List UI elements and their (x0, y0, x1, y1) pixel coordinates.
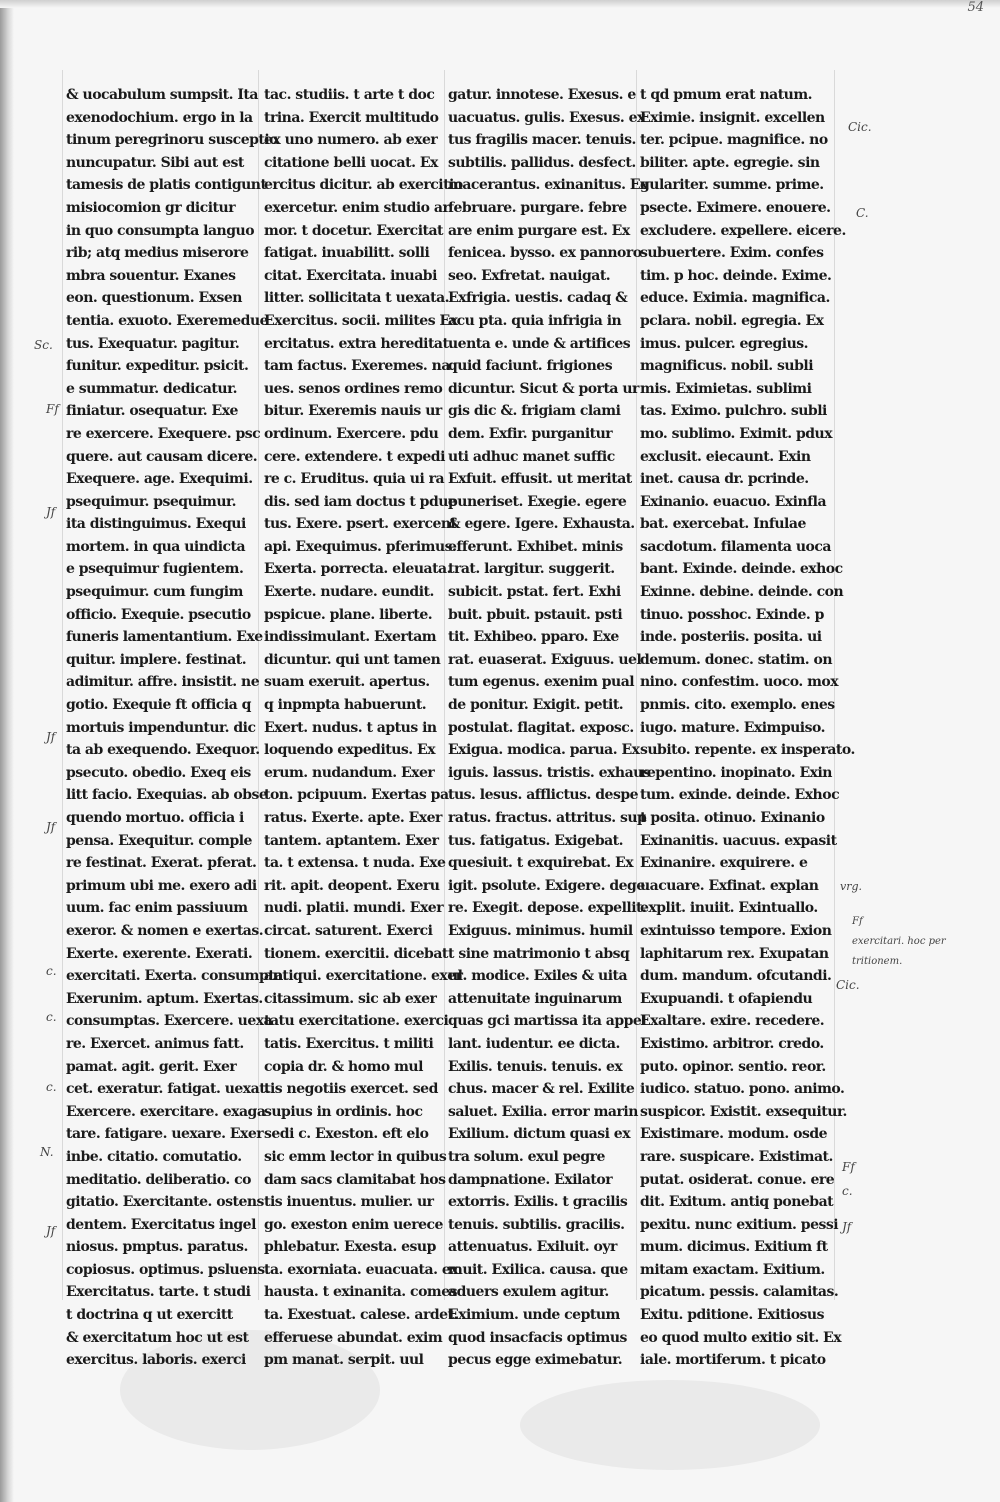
text-line: & uocabulum sumpsit. Ita (66, 87, 258, 103)
text-line: Exitu. pditione. Exitiosus (640, 1307, 824, 1324)
text-line: psequimur. cum fungim (66, 584, 243, 601)
text-line: ta. t extensa. t nuda. Exe (264, 855, 446, 872)
text-line: fatigat. inuabilitt. solli (264, 245, 430, 262)
text-line: tatu exercitatione. exerci (264, 1013, 449, 1030)
text-line: pnmis. cito. exemplo. enes (640, 697, 835, 714)
text-line: ta. exorniata. euacuata. ex (264, 1261, 459, 1278)
text-line: citassimum. sic ab exer (264, 990, 437, 1007)
text-line: uenta e. unde & artifices (448, 335, 631, 352)
text-line: Exerte. nudare. eundit. (264, 584, 434, 601)
text-line: gatur. innotese. Exesus. e (448, 87, 636, 103)
text-line: mor. t docetur. Exercitat (264, 222, 444, 239)
text-line: psecuto. obedio. Exeq eis (66, 764, 251, 781)
text-line: consumptas. Exercere. uexa (66, 1013, 273, 1030)
text-line: Exilis. tenuis. tenuis. ex (448, 1058, 623, 1075)
text-line: tus. Exequatur. pagitur. (66, 335, 240, 352)
text-column-1 (66, 84, 288, 1372)
text-line: efferuese abundat. exim (264, 1329, 443, 1346)
text-line: Exaltare. exire. recedere. (640, 1013, 825, 1030)
text-line: pm manat. serpit. uul (264, 1352, 424, 1369)
text-line: nino. confestim. uoco. mox (640, 674, 839, 691)
text-line: tas. Eximo. pulchro. subli (640, 403, 827, 420)
text-line: magnificus. nobil. subli (640, 358, 814, 375)
text-line: lant. iudentur. ee dicta. (448, 1035, 620, 1052)
text-line: Exequere. age. Exequimi. (66, 471, 253, 488)
text-line: mortuis impenduntur. dic (66, 719, 256, 736)
text-line: puneriset. Exegie. egere (448, 493, 627, 510)
text-line: demum. donec. statim. on (640, 651, 833, 668)
text-line: e psequimur fugientem. (66, 561, 244, 578)
margin-annotation-right: Ff (842, 1160, 855, 1174)
text-line: educe. Eximia. magnifica. (640, 290, 830, 307)
text-line: mo. sublimo. Eximit. pdux (640, 425, 833, 442)
text-line: uacuare. Exfinat. explan (640, 877, 819, 894)
text-line: iale. mortiferum. t picato (640, 1352, 826, 1369)
text-line: acu pta. quia infrigia in (448, 312, 622, 329)
text-line: ercitus dicitur. ab exercitio (264, 177, 463, 194)
text-line: copia dr. & homo mul (264, 1058, 423, 1075)
text-line: inde. posteriis. posita. ui (640, 629, 822, 646)
text-column-3 (448, 84, 651, 1372)
text-line: extorris. Exilis. t gracilis (448, 1194, 628, 1211)
text-line: rat. euaserat. Exiguus. uel (448, 651, 642, 668)
text-line: t doctrina q ut exercitt (66, 1307, 233, 1324)
margin-annotation-right: Cic. (836, 978, 860, 992)
text-line: re. Exegit. depose. expellit. (448, 900, 647, 917)
text-line: misiocomion gr dicitur (66, 199, 236, 216)
text-line: nudi. platii. mundi. Exer (264, 900, 444, 917)
text-line: iudico. statuo. pono. animo. (640, 1081, 845, 1098)
text-line: trat. largitur. suggerit. (448, 561, 615, 578)
text-line: dam sacs clamitabat hos (264, 1171, 446, 1188)
text-line: tionem. exercitii. dicebat (264, 945, 448, 962)
margin-annotation-left: Jf (46, 730, 56, 744)
text-line: mis. Eximietas. sublimi (640, 380, 812, 397)
text-line: antiqui. exercitatione. exer (264, 968, 463, 985)
text-line: muit. Exilica. causa. que (448, 1261, 628, 1278)
text-line: quid faciunt. frigiones (448, 358, 613, 375)
text-line: cere. extendere. t expedi (264, 448, 445, 465)
text-line: dicuntur. qui unt tamen (264, 651, 441, 668)
margin-annotation-left: Jf (46, 505, 56, 519)
page-top-edge (0, 0, 1000, 8)
text-line: suam exeruit. apertus. (264, 674, 430, 691)
text-line: dis. sed iam doctus t pdue (264, 493, 457, 510)
text-line: ratus. fractus. attritus. sup (448, 810, 647, 826)
text-line: nuncupatur. Sibi aut est (66, 154, 244, 171)
text-line: psequimur. psequimur. (66, 493, 237, 510)
text-line: pecus egge eximebatur. (448, 1352, 623, 1369)
text-line: ter. pcipue. magnifice. no (640, 132, 828, 149)
text-line: Exinanire. exquirere. e (640, 855, 808, 872)
text-line: Exupuandi. t ofapiendu (640, 990, 813, 1007)
text-line: quere. aut causam dicere. (66, 448, 258, 465)
text-line: tatis. Exercitus. t militi (264, 1035, 434, 1052)
margin-annotation-left: Jf (46, 820, 56, 834)
margin-annotation-right: c. (842, 1184, 853, 1198)
text-line: circat. saturent. Exerci (264, 922, 433, 939)
text-line: dicuntur. Sicut & porta ur (448, 380, 639, 397)
margin-annotation-right: Cic. (848, 120, 872, 134)
text-line: Eximium. unde ceptum (448, 1307, 620, 1324)
text-line: Exinanitis. uacuus. expasit (640, 832, 837, 849)
text-line: citat. Exercitata. inuabi (264, 267, 437, 284)
text-line: rit. apit. deopent. Exeru (264, 877, 440, 894)
text-line: tinum peregrinoru susceptio (66, 132, 279, 149)
text-line: primum ubi me. exero adi (66, 877, 257, 894)
text-line: exercetur. enim studio ar (264, 199, 450, 216)
text-line: aduers exulem agitur. (448, 1284, 609, 1301)
text-line: postulat. flagitat. exposc. (448, 719, 634, 736)
text-line: subtilis. pallidus. desfect. (448, 154, 636, 171)
text-line: gotio. Exequie ft officia q (66, 697, 251, 714)
margin-annotation-left: Sc. (34, 338, 53, 352)
text-line: ercitatus. extra hereditat. (264, 335, 453, 352)
text-line: re festinat. Exerat. pferat. (66, 855, 257, 872)
margin-gloss-line: exercitari. hoc per (852, 936, 946, 947)
text-line: repentino. inopinato. Exin (640, 764, 832, 781)
text-line: are enim purgare est. Ex (448, 222, 630, 239)
text-line: sic emm lector in quibus (264, 1148, 447, 1165)
text-line: dit. Exitum. antiq ponebat (640, 1194, 834, 1211)
text-line: quitur. implere. festinat. (66, 651, 247, 668)
text-line: pensa. Exequitur. comple (66, 832, 252, 849)
text-line: dem. Exfir. purganitur (448, 425, 613, 442)
text-line: dum. mandum. ofcutandi. (640, 968, 832, 985)
text-line: dampnatione. Exilator (448, 1171, 613, 1188)
margin-annotation-left: c. (46, 964, 57, 978)
text-line: ordinum. Exercere. pdu (264, 425, 439, 442)
text-line: ton. pcipuum. Exertas pa (264, 787, 449, 804)
text-line: quesiuit. t exquirebat. Ex (448, 855, 634, 872)
margin-annotation-left: Jf (46, 1224, 56, 1238)
text-line: tra solum. exul pegre (448, 1148, 605, 1165)
text-line: finiatur. osequatur. Exe (66, 403, 238, 420)
text-line: meditatio. deliberatio. co (66, 1171, 251, 1188)
text-line: mitam exactam. Exitium. (640, 1261, 825, 1278)
text-line: supius in ordinis. hoc (264, 1103, 423, 1120)
text-line: mbra souentur. Exanes (66, 267, 236, 284)
text-line: tum egenus. exenim pual (448, 674, 635, 691)
text-line: loquendo expeditus. Ex (264, 742, 436, 759)
text-line: uum. fac enim passiuum (66, 900, 248, 917)
text-line: bat. exercebat. Infulae (640, 516, 806, 533)
folio-number: 54 (967, 0, 984, 15)
text-line: t sine matrimonio t absq (448, 945, 630, 962)
text-line: ta. Exestuat. calese. ardet. (264, 1307, 458, 1324)
text-line: fenicea. bysso. ex pannoro (448, 245, 642, 262)
text-line: tinuo. posshoc. Exinde. p (640, 606, 824, 623)
margin-annotation-left: Ff (46, 402, 59, 416)
text-line: buit. pbuit. pstauit. psti (448, 606, 623, 623)
text-line: tit. Exhibeo. pparo. Exe (448, 629, 619, 646)
text-line: Exilium. dictum quasi ex (448, 1126, 631, 1143)
text-line: citatione belli uocat. Ex (264, 154, 438, 171)
text-line: tenuis. subtilis. gracilis. (448, 1216, 625, 1233)
text-line: funitur. expeditur. psicit. (66, 358, 249, 375)
text-line: uti adhuc manet suffic (448, 448, 615, 465)
text-line: inet. causa dr. pcrinde. (640, 471, 809, 488)
text-line: Exigua. modica. parua. Ex (448, 742, 640, 759)
text-line: subicit. pstat. fert. Exhi (448, 584, 621, 601)
text-line: tus. lesus. afflictus. despe (448, 787, 639, 804)
margin-annotation-left: c. (46, 1010, 57, 1024)
text-line: iugo. mature. Eximpuiso. (640, 719, 825, 736)
text-line: efferunt. Exhibet. minis (448, 538, 623, 555)
text-line: tim. p hoc. deinde. Exime. (640, 267, 832, 284)
text-line: saluet. Exilia. error marin (448, 1103, 638, 1120)
text-line: tentia. exuoto. Exeremedue (66, 312, 269, 329)
page-binding-edge (0, 0, 14, 1502)
text-line: ratus. Exerte. apte. Exer (264, 810, 442, 826)
text-column-2 (264, 84, 463, 1372)
text-line: exercitus. laboris. exerci (66, 1352, 246, 1369)
text-line: eo quod multo exitio sit. Ex (640, 1329, 842, 1346)
text-line: rare. suspicare. Existimat. (640, 1148, 833, 1165)
text-line: Exiguus. minimus. humil (448, 922, 633, 939)
text-line: uacuatus. gulis. Exesus. ex (448, 109, 645, 126)
text-line: chus. macer & rel. Exilite (448, 1081, 635, 1098)
text-line: Exert. nudus. t aptus in (264, 719, 437, 736)
text-line: Exercere. exercitare. exaga (66, 1103, 266, 1120)
text-line: tis negotiis exercet. sed (264, 1081, 438, 1098)
text-line: funeris lamentantium. Exe (66, 629, 263, 646)
text-line: ita distinguimus. Exequi (66, 516, 246, 533)
margin-annotation-left: c. (46, 1080, 57, 1094)
text-line: ul. modice. Exiles & uita (448, 968, 628, 985)
text-line: de ponitur. Exigit. petit. (448, 697, 624, 714)
text-line: biliter. apte. egregie. sin (640, 154, 820, 171)
text-line: subuertere. Exim. confes (640, 245, 824, 262)
text-line: litter. sollicitata t uexata. (264, 290, 450, 307)
text-line: hausta. t exinanita. comes (264, 1284, 458, 1301)
text-line: imus. pulcer. egregius. (640, 335, 809, 352)
text-line: Exerunim. aptum. Exertas. (66, 990, 263, 1007)
text-line: tis inuentus. mulier. ur (264, 1194, 434, 1211)
text-line: attenuatus. Exiluit. oyr (448, 1239, 617, 1256)
text-line: februare. purgare. febre (448, 199, 627, 216)
text-line: indissimulant. Exertam (264, 629, 437, 646)
text-line: tus. Exere. psert. exercent (264, 516, 457, 533)
text-line: iguis. lassus. tristis. exhaus (448, 764, 651, 781)
parchment-stain (520, 1380, 820, 1470)
text-line: adimitur. affre. insistit. ne (66, 674, 260, 691)
text-line: Exfrigia. uestis. cadaq & (448, 290, 628, 307)
text-line: puto. opinor. sentio. reor. (640, 1058, 826, 1075)
text-line: pclara. nobil. egregia. Ex (640, 312, 824, 329)
margin-annotation-right: Jf (842, 1220, 852, 1234)
text-line: laphitarum rex. Exupatan (640, 945, 829, 962)
text-line: seo. Exfretat. nauigat. (448, 267, 611, 284)
text-line: gitatio. Exercitante. ostens (66, 1194, 264, 1211)
text-line: ues. senos ordines remo (264, 380, 443, 397)
margin-annotation-right: vrg. (840, 880, 863, 893)
text-line: rib; atq medius miserore (66, 245, 249, 262)
text-line: exercitati. Exerta. consumpta. (66, 968, 288, 985)
text-line: putat. osiderat. conue. ere (640, 1171, 835, 1188)
text-line: eon. questionum. Exsen (66, 290, 242, 307)
text-line: ex uno numero. ab exer (264, 132, 438, 149)
text-line: cet. exeratur. fatigat. uexat. (66, 1081, 270, 1098)
text-line: exenodochium. ergo in la (66, 109, 253, 126)
text-line: trina. Exercit multitudo (264, 109, 439, 126)
text-line: exeror. & nomen e exertas. (66, 922, 264, 939)
text-line: sacdotum. filamenta uoca (640, 538, 831, 555)
text-line: quendo mortuo. officia i (66, 810, 244, 826)
text-line: tum. exinde. deinde. Exhoc (640, 787, 840, 804)
text-line: pexitu. nunc exitium. pessi (640, 1216, 839, 1233)
text-line: mortem. in qua uindicta (66, 538, 246, 555)
text-line: mum. dicimus. Exitium ft (640, 1239, 828, 1256)
text-line: tam factus. Exeremes. na (264, 358, 450, 375)
text-line: tus fragilis macer. tenuis. (448, 132, 636, 149)
text-line: ta ab exequendo. Exequor. (66, 742, 260, 759)
text-line: pamat. agit. gerit. Exer (66, 1058, 237, 1075)
text-line: tantem. aptantem. Exer (264, 832, 439, 849)
text-line: t posita. otinuo. Exinanio (640, 810, 825, 826)
text-line: sedi c. Exeston. eft elo (264, 1126, 429, 1143)
text-line: exclusit. eiecaunt. Exin (640, 448, 811, 465)
text-line: officio. Exequie. psecutio (66, 606, 251, 623)
text-line: go. exeston enim uerece (264, 1216, 443, 1233)
margin-gloss-note (852, 912, 946, 972)
text-line: quas gci martissa ita appel (448, 1013, 647, 1030)
text-line: dentem. Exercitatus ingel (66, 1216, 256, 1233)
text-line: quod insacfacis optimus (448, 1329, 627, 1346)
text-line: inbe. citatio. comutatio. (66, 1148, 242, 1165)
text-line: Exinne. debine. deinde. con (640, 584, 844, 601)
text-line: api. Exequimus. pferimus. (264, 538, 457, 555)
text-line: tamesis de platis contigunt (66, 177, 267, 194)
text-line: macerantus. exinanitus. Ex (448, 177, 648, 194)
text-line: re exercere. Exequere. psc (66, 425, 261, 442)
margin-gloss-line: Ff (852, 916, 863, 927)
text-line: bant. Exinde. deinde. exhoc (640, 561, 843, 578)
text-line: phlebatur. Exesta. esup (264, 1239, 436, 1256)
text-line: subito. repente. ex insperato. (640, 742, 855, 759)
text-line: Exercitatus. tarte. t studi (66, 1284, 251, 1301)
text-line: Exerte. exerente. Exerati. (66, 945, 253, 962)
margin-annotation-left: N. (40, 1145, 54, 1159)
text-line: picatum. pessis. calamitas. (640, 1284, 839, 1301)
text-line: Existimare. modum. osde (640, 1126, 828, 1143)
text-line: excludere. expellere. eicere. (640, 222, 846, 239)
text-line: bitur. Exeremis nauis ur (264, 403, 442, 420)
text-line: suspicor. Existit. exsequitur. (640, 1103, 847, 1120)
text-line: re. Exercet. animus fatt. (66, 1035, 244, 1052)
text-line: Exerta. porrecta. eleuata. (264, 561, 451, 578)
text-line: Existimo. arbitror. credo. (640, 1035, 824, 1052)
text-line: exintuisso tempore. Exion (640, 922, 832, 939)
text-line: tare. fatigare. uexare. Exer (66, 1126, 264, 1143)
text-line: pspicue. plane. liberte. (264, 606, 433, 623)
margin-annotation-right: C. (856, 206, 869, 220)
text-line: & egere. Igere. Exhausta. (448, 516, 635, 533)
text-line: q inpmpta habuerunt. (264, 697, 427, 714)
text-line: in quo consumpta languo (66, 222, 255, 239)
text-line: re c. Eruditus. quia ui ra (264, 471, 445, 488)
text-line: igit. psolute. Exigere. dege (448, 877, 645, 894)
text-line: e summatur. dedicatur. (66, 380, 238, 397)
text-line: & exercitatum hoc ut est (66, 1329, 249, 1346)
text-line: gulariter. summe. prime. (640, 177, 824, 194)
text-line: Eximie. insignit. excellen (640, 109, 825, 126)
text-line: psecte. Eximere. enouere. (640, 199, 831, 216)
text-line: copiosus. optimus. psluens. (66, 1261, 270, 1278)
text-line: erum. nudandum. Exer (264, 764, 435, 781)
text-line: attenuitate inguinarum (448, 990, 622, 1007)
text-line: Exercitus. socii. milites Ex (264, 312, 458, 329)
text-line: t qd pmum erat natum. (640, 87, 813, 103)
text-line: Exinanio. euacuo. Exinfla (640, 493, 827, 510)
text-line: tus. fatigatus. Exigebat. (448, 832, 624, 849)
text-line: tac. studiis. t arte t doc (264, 87, 435, 103)
text-line: niosus. pmptus. paratus. (66, 1239, 248, 1256)
text-line: Exfuit. effusit. ut meritat (448, 471, 632, 488)
ruling-line (62, 70, 63, 1300)
text-line: litt facio. Exequias. ab obse (66, 787, 268, 804)
text-line: explit. inuiit. Exintuallo. (640, 900, 818, 917)
text-line: gis dic &. frigiam clami (448, 403, 621, 420)
margin-gloss-line: tritionem. (852, 956, 903, 967)
